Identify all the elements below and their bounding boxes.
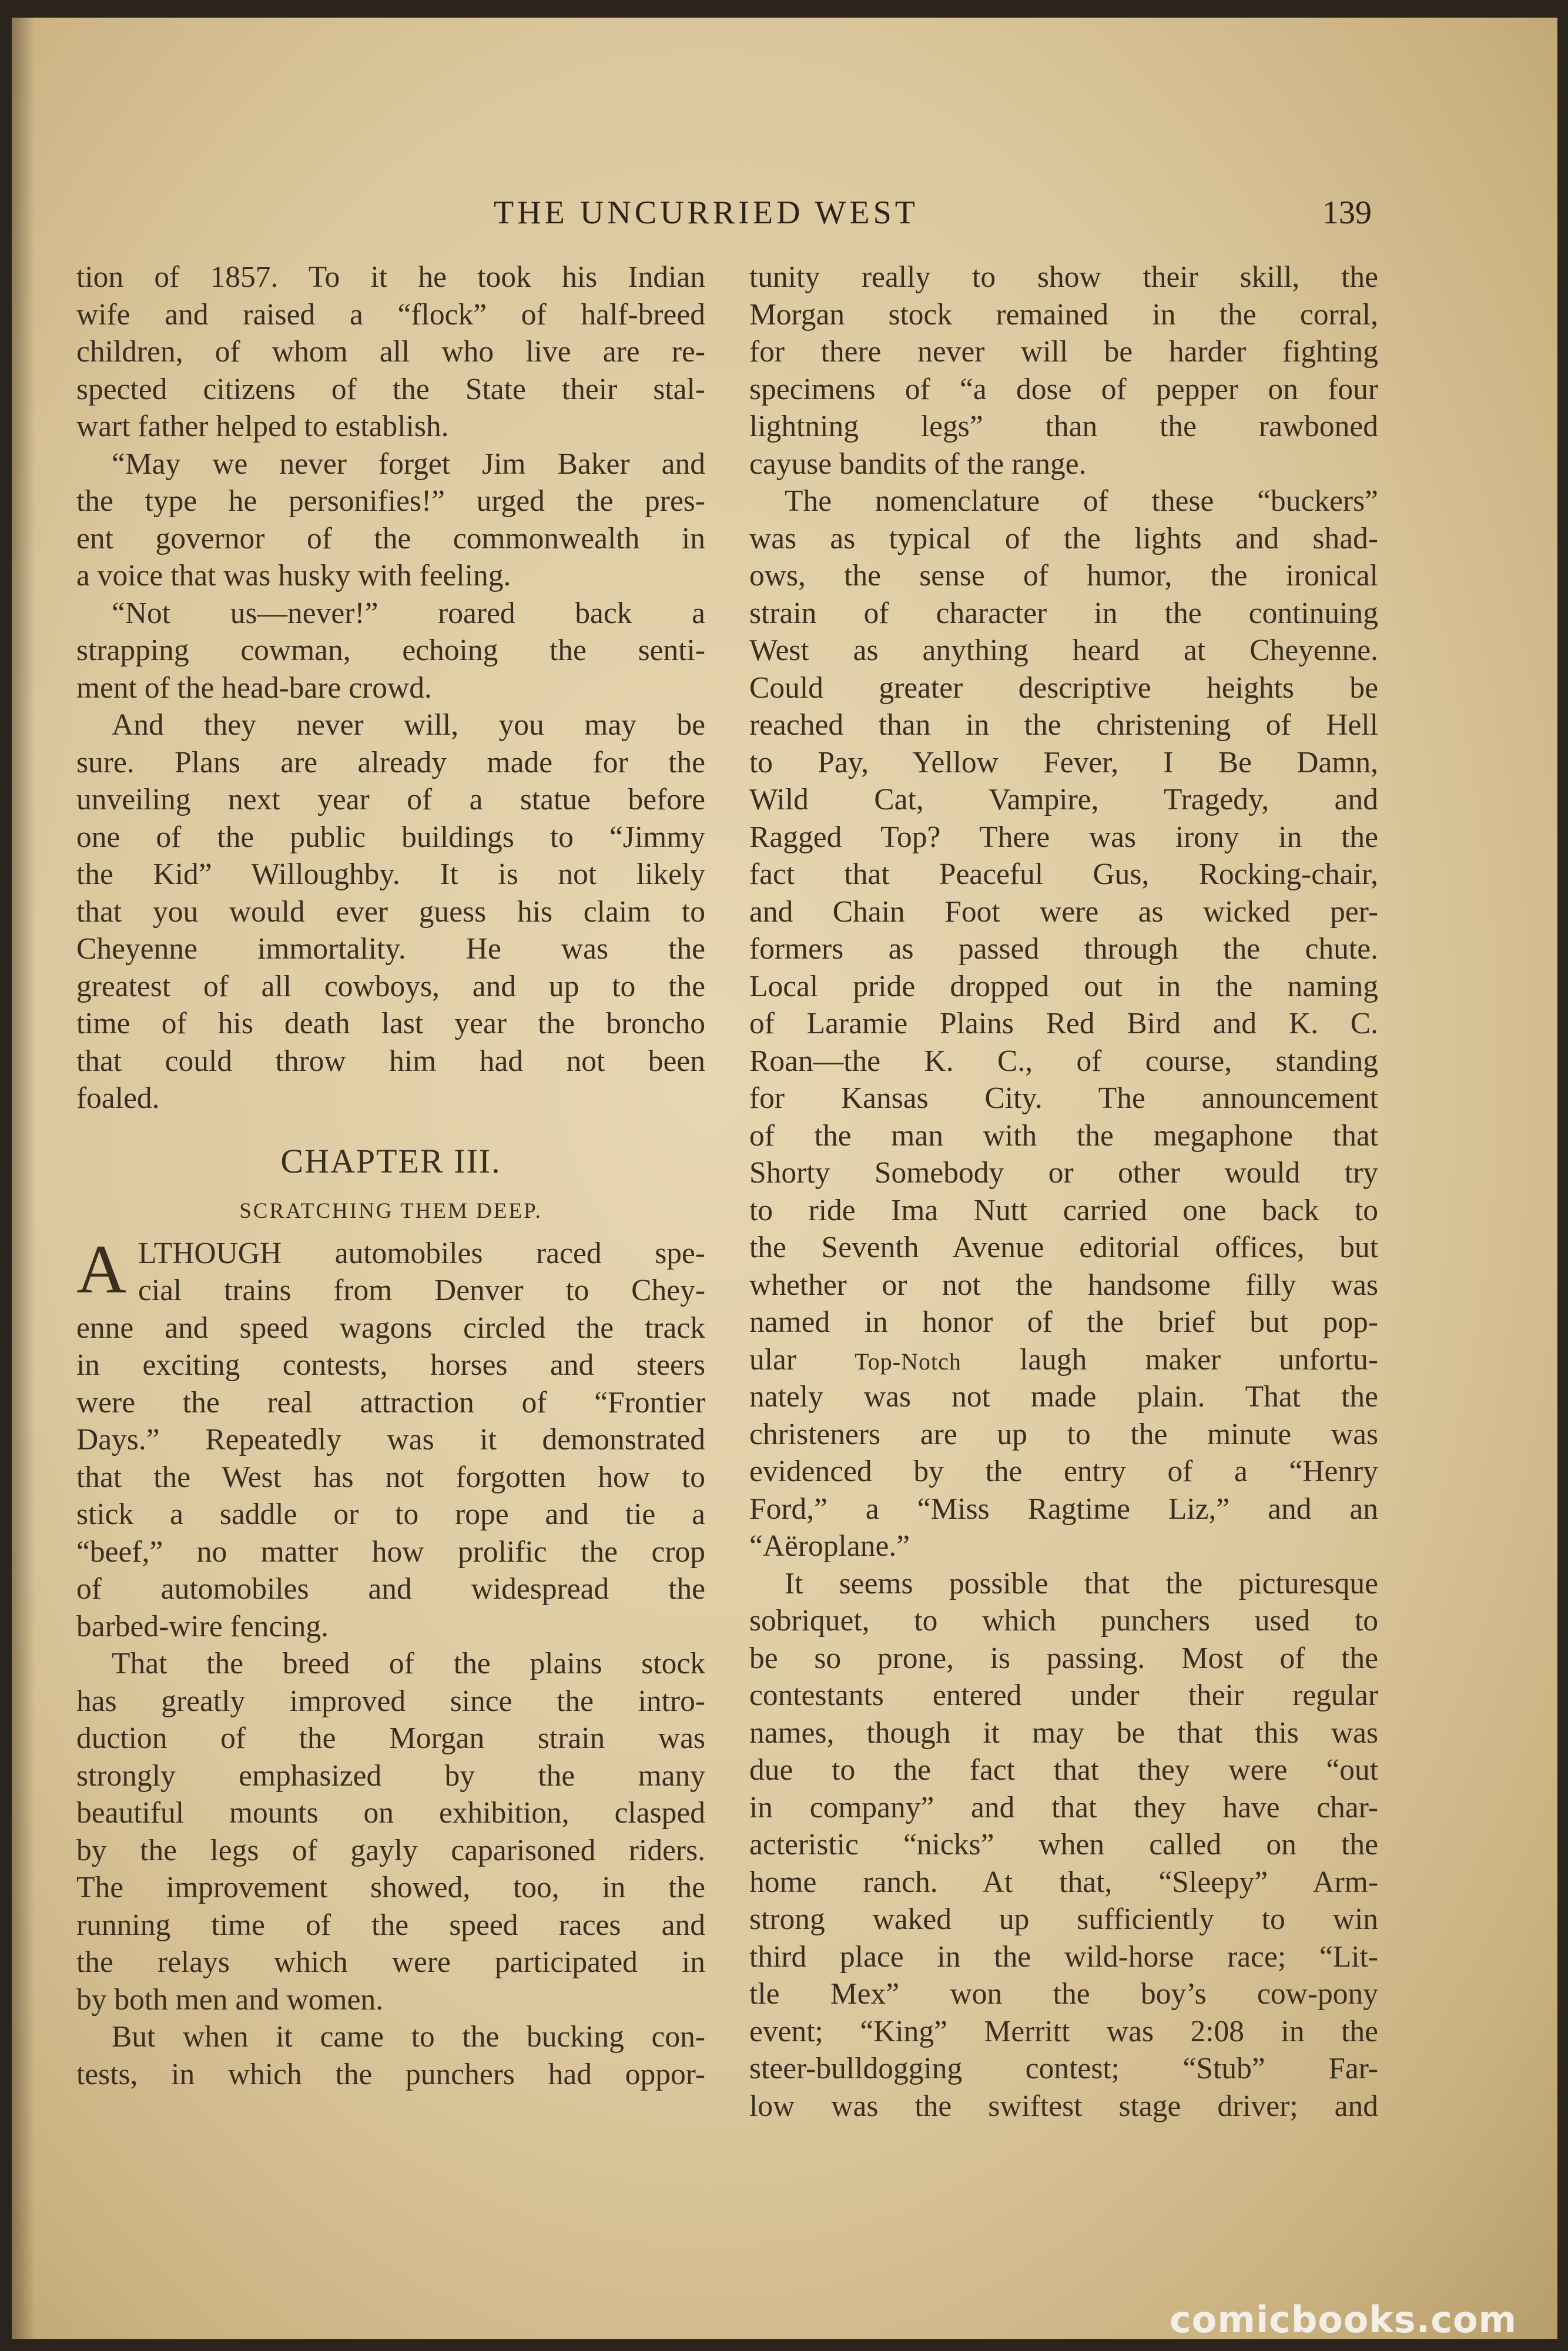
text-line: strain of character in the continuing	[749, 596, 1378, 630]
text-line: tion of 1857. To it he took his Indian	[76, 260, 705, 294]
text-line: ent governor of the commonwealth in	[76, 521, 705, 555]
text-line: Could greater descriptive heights be	[749, 671, 1378, 705]
text-line: the Kid” Willoughby. It is not likely	[76, 858, 705, 891]
text-line: in exciting contests, horses and steers	[76, 1348, 705, 1382]
text-line: West as anything heard at Cheyenne.	[749, 634, 1378, 667]
text-line: nately was not made plain. That the	[749, 1380, 1378, 1414]
text-line: ment of the head-bare crowd.	[76, 671, 432, 705]
text-line: for there never will be harder fighting	[749, 335, 1378, 369]
text-line: barbed-wire fencing.	[76, 1609, 329, 1643]
text-line: duction of the Morgan strain was	[76, 1722, 705, 1755]
text-line: whether or not the handsome filly was	[749, 1268, 1378, 1302]
text-fragment: ular	[749, 1342, 855, 1377]
text-line: a voice that was husky with feeling.	[76, 559, 511, 592]
text-line: to Pay, Yellow Fever, I Be Damn,	[749, 745, 1378, 779]
text-line: christeners are up to the minute was	[749, 1417, 1378, 1451]
text-line: reached than in the christening of Hell	[749, 708, 1378, 742]
text-line: children, of whom all who live are re-	[76, 335, 705, 369]
text-line: cayuse bandits of the range.	[749, 447, 1087, 481]
text-line: strapping cowman, echoing the senti-	[76, 634, 705, 667]
text-line: “May we never forget Jim Baker and	[112, 447, 705, 481]
paragraph	[749, 483, 1378, 1565]
text-line: LTHOUGH automobiles raced spe-	[138, 1236, 705, 1270]
text-line: wart father helped to establish.	[76, 410, 449, 443]
text-line: tle Mex” won the boy’s cow-pony	[749, 1977, 1378, 2011]
book-page	[12, 18, 1557, 2339]
text-line: stick a saddle or to rope and tie a	[76, 1498, 705, 1531]
text-line: enne and speed wagons circled the track	[76, 1311, 705, 1345]
text-line: ows, the sense of humor, the ironical	[749, 559, 1378, 592]
text-line: home ranch. At that, “Sleepy” Arm-	[749, 1865, 1378, 1899]
text-line: Morgan stock remained in the corral,	[749, 297, 1378, 331]
text-line: one of the public buildings to “Jimmy	[76, 820, 705, 854]
chapter-subtitle: SCRATCHING THEM DEEP.	[239, 1198, 542, 1223]
drop-cap: A	[76, 1230, 127, 1308]
text-line: has greatly improved since the intro-	[76, 1684, 705, 1718]
text-line: tests, in which the punchers had oppor-	[76, 2057, 705, 2091]
paragraph	[76, 595, 705, 707]
text-line: Ford,” a “Miss Ragtime Liz,” and an	[749, 1492, 1378, 1526]
text-line: Days.” Repeatedly was it demonstrated	[76, 1423, 705, 1456]
text-line: Wild Cat, Vampire, Tragedy, and	[749, 783, 1378, 816]
text-line: was as typical of the lights and shad-	[749, 521, 1378, 555]
running-head	[12, 188, 1557, 247]
text-line: wife and raised a “flock” of half-breed	[76, 297, 705, 331]
text-line: It seems possible that the picturesque	[785, 1566, 1378, 1600]
text-line: that could throw him had not been	[76, 1044, 705, 1078]
text-line: “Aëroplane.”	[749, 1529, 910, 1563]
text-line: sobriquet, to which punchers used to	[749, 1604, 1378, 1637]
text-line: formers as passed through the chute.	[749, 932, 1378, 966]
running-title: THE UNCURRIED WEST	[494, 195, 919, 231]
text-line: The improvement showed, too, in the	[76, 1871, 705, 1904]
text-line: be so prone, is passing. Most of the	[749, 1641, 1378, 1675]
text-line: strongly emphasized by the many	[76, 1759, 705, 1793]
text-line: due to the fact that they were “out	[749, 1753, 1378, 1787]
paragraph	[76, 259, 705, 446]
text-line: lightning legs” than the rawboned	[749, 410, 1378, 443]
paragraph	[76, 1230, 705, 1646]
text-line: acteristic “nicks” when called on the	[749, 1828, 1378, 1861]
text-fragment: laugh maker unfortu-	[961, 1342, 1378, 1377]
text-line: Ragged Top? There was irony in the	[749, 820, 1378, 854]
left-column	[76, 259, 705, 2093]
text-line: foaled.	[76, 1081, 160, 1115]
paragraph	[76, 446, 705, 595]
text-line: in company” and that they have char-	[749, 1790, 1378, 1824]
text-line: unveiling next year of a statue before	[76, 783, 705, 816]
paragraph	[76, 1645, 705, 2018]
text-line: were the real attraction of “Frontier	[76, 1385, 705, 1419]
chapter-title: CHAPTER III.	[280, 1141, 501, 1180]
page-number: 139	[1322, 195, 1372, 231]
text-line: of automobiles and widespread the	[76, 1572, 705, 1606]
text-line: to ride Ima Nutt carried one back to	[749, 1193, 1378, 1227]
text-line: running time of the speed races and	[76, 1908, 705, 1942]
text-line: The nomenclature of these “buckers”	[785, 484, 1378, 518]
right-column	[749, 259, 1378, 2125]
text-line: event; “King” Merritt was 2:08 in the	[749, 2014, 1378, 2048]
text-line: that the West has not forgotten how to	[76, 1460, 705, 1494]
text-line: for Kansas City. The announcement	[749, 1081, 1378, 1115]
text-line: Cheyenne immortality. He was the	[76, 932, 705, 966]
text-line: names, though it may be that this was	[749, 1716, 1378, 1750]
text-line: That the breed of the plains stock	[112, 1647, 705, 1680]
text-line: “beef,” no matter how prolific the crop	[76, 1535, 705, 1569]
text-line: specimens of “a dose of pepper on four	[749, 372, 1378, 406]
text-line: time of his death last year the broncho	[76, 1007, 705, 1040]
text-line: But when it came to the bucking con-	[112, 2020, 705, 2054]
text-line: strong waked up sufficiently to win	[749, 1903, 1378, 1936]
text-line: by the legs of gayly caparisoned riders.	[76, 1833, 705, 1867]
paragraph	[749, 259, 1378, 483]
text-line: of Laramie Plains Red Bird and K. C.	[749, 1007, 1378, 1040]
text-line: by both men and women.	[76, 1982, 384, 2017]
text-line: the Seventh Avenue editorial offices, but	[749, 1231, 1378, 1264]
text-line: “Not us—never!” roared back a	[112, 596, 705, 630]
paragraph	[76, 2018, 705, 2093]
watermark: comicbooks.com	[1170, 2298, 1517, 2339]
text-line	[749, 1341, 1378, 1379]
magazine-name: Top-Notch	[855, 1348, 961, 1375]
text-line: beautiful mounts on exhibition, clasped	[76, 1796, 705, 1830]
text-line: Roan—the K. C., of course, standing	[749, 1044, 1378, 1078]
text-line: low was the swiftest stage driver; and	[749, 2089, 1378, 2123]
text-line: contestants entered under their regular	[749, 1679, 1378, 1712]
text-line: the type he personifies!” urged the pres-	[76, 484, 705, 518]
text-line: spected citizens of the State their stal-	[76, 372, 705, 406]
text-line: fact that Peaceful Gus, Rocking-chair,	[749, 858, 1378, 891]
text-line: tunity really to show their skill, the	[749, 260, 1378, 294]
text-line: cial trains from Denver to Chey-	[138, 1274, 705, 1307]
text-line: of the man with the megaphone that	[749, 1118, 1378, 1153]
text-line: that you would ever guess his claim to	[76, 895, 705, 929]
text-line: named in honor of the brief but pop-	[749, 1305, 1378, 1339]
text-line: steer-bulldogging contest; “Stub” Far-	[749, 2052, 1378, 2085]
text-line: third place in the wild-horse race; “Lit-	[749, 1940, 1378, 1974]
text-line: evidenced by the entry of a “Henry	[749, 1455, 1378, 1488]
text-line: and Chain Foot were as wicked per-	[749, 895, 1378, 929]
text-line: the relays which were participated in	[76, 1945, 705, 1979]
paragraph	[76, 706, 705, 1117]
paragraph	[749, 1565, 1378, 2125]
binding-shadow	[12, 18, 35, 2339]
text-line: greatest of all cowboys, and up to the	[76, 969, 705, 1003]
text-line: Shorty Somebody or other would try	[749, 1156, 1378, 1190]
text-line: sure. Plans are already made for the	[76, 745, 705, 779]
text-line: Local pride dropped out in the naming	[749, 969, 1378, 1003]
text-line: And they never will, you may be	[112, 708, 705, 742]
